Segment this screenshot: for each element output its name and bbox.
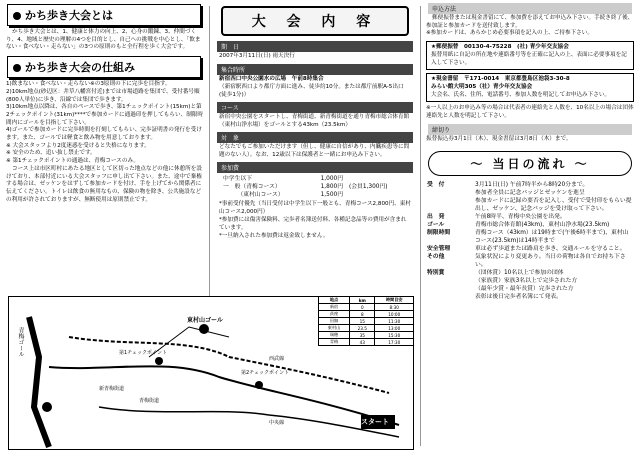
- fee-row: 中学生以下 1,000円: [223, 176, 343, 182]
- fee-note: *事前受付優先（当日受付は中学生以下一般とも、青梅コース2,800円、東村山コース2,000円）: [219, 201, 411, 215]
- table-cell: 23.5: [350, 325, 375, 332]
- rule-item: 1)飲まない・食べない・走らない※の3原則の下に完歩を目指す。: [6, 81, 171, 88]
- table-row: [319, 325, 414, 332]
- fee-row: （東村山コース） 1,500円: [223, 192, 343, 198]
- flow-item-text: 午前8時半、青梅中央公園を出発。: [475, 214, 566, 221]
- flow-item: [427, 285, 633, 293]
- table-cell: 15: [350, 318, 375, 325]
- map-label-ome-kaido: 青梅街道: [139, 398, 160, 404]
- section-heading-rules: かち歩き大会の仕組み: [7, 56, 201, 78]
- flow-item-label: ゴール: [427, 222, 445, 229]
- fee-table: [223, 175, 407, 199]
- flow-item-label: 特別賞: [427, 270, 445, 277]
- note-item: ※ 第1チェックポイントの通過は、青梅コースのみ。: [6, 158, 139, 165]
- table-cell: 瑞穂: [319, 332, 350, 339]
- deadline-label: 締切り: [428, 124, 632, 135]
- table-row: [319, 332, 414, 339]
- meeting-place: 新宿西口中央公園水の広場 午前8時集合: [219, 75, 324, 82]
- flow-item: [427, 213, 633, 221]
- table-cell: 新宿: [319, 304, 350, 311]
- access-info: （新宿駅西口より都庁方面に進み、徒歩約10分。または都庁前駅A-5出口(徒歩1分)）: [219, 84, 404, 98]
- fee-note: *参加費には傷害保険料、完歩者名簿送付料、各種記念品等の費用が含まれています。: [219, 217, 407, 231]
- table-cell: 0: [350, 304, 375, 311]
- postal-transfer-detail: 振替用紙に自記の所在地や連絡番号等を正確に記入の上、表面に必要事項を記入して下さい。: [431, 51, 627, 66]
- table-cell: 15:30: [375, 332, 414, 339]
- bullet-icon: [13, 64, 21, 72]
- table-header-cell: 地点: [319, 297, 350, 304]
- table-cell: 17:30: [375, 339, 414, 346]
- table-cell: 8: [350, 311, 375, 318]
- flow-item-label: 安全管理: [427, 246, 451, 253]
- table-cell: 田無: [319, 318, 350, 325]
- apply-note: ※参加カードは、あらかじめ必要事項を記入の上、ご持参下さい。: [426, 30, 593, 37]
- bullet-icon: [13, 12, 21, 20]
- flow-item-label: [427, 293, 475, 301]
- map-label-shin-ome-kaido: 新青梅街道: [99, 386, 125, 392]
- apply-text: 郵便振替または現金書留にて、参加費を添えてお申込み下さい。手続き終了後、参加証と参加カードを送付致します。: [426, 15, 634, 29]
- flow-item-text: 青梅コース（43km）は19時まで(午後6時半まで)、東村山コース(23.5km)は14時半まで: [475, 230, 629, 245]
- table-row: [319, 311, 414, 318]
- cash-registered-box: [426, 73, 634, 102]
- day-flow-list: [424, 181, 636, 301]
- event-date: 2007年3月11日(日) 雨天決行: [219, 53, 295, 59]
- flow-item: [427, 189, 633, 197]
- flow-item-text: （団体賞）10名以上で参加の団体: [475, 270, 564, 277]
- table-cell: 荻窪: [319, 311, 350, 318]
- flow-item-text: （最年少賞・最年長賞）完歩された方: [475, 286, 574, 293]
- course-text: 新宿中央公園をスタートし、青梅街道、新青梅街道を通り青梅市総合体育館（東村山浄水場）をゴールとする43km（23.5km）: [219, 114, 410, 128]
- rule-item: 2)10km地点(砂辺区：井草八幡宮付近)までは市場道路を集団で、受付番号順(800人単位)に歩き、沿線では集団で歩きます。: [6, 88, 200, 103]
- place-label: 集合時所: [217, 64, 413, 75]
- flow-item: [427, 221, 633, 229]
- flow-item-text: 気象状況により変更あり。当日の荷物は各自でお持ち下さい。: [475, 254, 626, 269]
- table-cell: 11:30: [375, 318, 414, 325]
- intro-text: かち歩き大会とは、1、健康と体力の向上、2、心身の鍛錬、3、仲間づくり、4、地域と歴史の理解の4つを目的とし、自己への挑戦を中心とし、「飲まない・食べない・走らない」の3つの原則のもと全行程を歩く大会です。: [6, 29, 201, 51]
- column-application: [424, 0, 636, 452]
- postal-transfer-box: [426, 41, 634, 70]
- map-label-chuo-line: 中央線: [269, 420, 285, 426]
- map-label-start: スタート: [361, 418, 389, 426]
- section-heading-about: かち歩き大会とは: [7, 4, 201, 26]
- table-row: [319, 304, 414, 311]
- table-header-cell: km: [350, 297, 375, 304]
- table-cell: 10:00: [375, 311, 414, 318]
- table-row: [319, 339, 414, 346]
- map-label-checkpoint-1: 第1チェックポイント: [119, 350, 168, 356]
- note-item: ※ 安全のため、追い抜し禁止です。: [6, 150, 96, 157]
- flow-item: [427, 197, 633, 213]
- flow-item: [427, 253, 633, 269]
- flow-item-label: [427, 189, 475, 197]
- table-header-cell: 時間目安: [375, 297, 414, 304]
- flow-item-label: 制限時間: [427, 230, 451, 237]
- map-label-checkpoint-2: 第2チェックポイント: [241, 370, 290, 376]
- rule-item: 4)ゴールで参加カードに完歩時間を打刻してもらい、完歩証明書の発行を受けます。また、ゴールでは軽食と飲み物を用意しております。: [6, 127, 202, 142]
- target-label: 対 象: [217, 132, 413, 143]
- flow-item-label: [427, 285, 475, 293]
- table-row: [319, 318, 414, 325]
- date-label: 期 日: [217, 41, 413, 52]
- flow-item-label: 受 付: [427, 182, 445, 189]
- note-item: ※ 大会スタッフより2度迷惑を受けると失格になります。: [6, 142, 150, 149]
- flow-item-text: 車は必ず歩道または路肩を歩き、交通ルールを守ること。: [475, 246, 626, 253]
- group-apply-note: ※一人以上のお申込み等の場合は代表者の連絡先と人数を、10名以上の場合は団体連絡先と人数を明記して下さい。: [426, 105, 634, 120]
- column-divider: [420, 6, 421, 446]
- cash-registered-note: 大会名、氏名、住所、電話番号、参加人数を明記してお申込み下さい。: [431, 91, 611, 98]
- flow-item: [427, 269, 633, 277]
- postal-transfer-label: ★郵便振替 00130-4-75228 (社) 青少年交友協会: [431, 44, 569, 51]
- flow-item-label: [427, 197, 475, 213]
- table-cell: 43: [350, 339, 375, 346]
- table-cell: 東村山: [319, 325, 350, 332]
- map-label-seibu-line: 西武線: [269, 356, 285, 362]
- flow-item-label: [427, 277, 475, 285]
- flow-item: [427, 229, 633, 245]
- table-cell: 8:30: [375, 304, 414, 311]
- course-label: コース: [217, 102, 413, 113]
- fee-row: 一 般（青梅コース） 1,800円 (会員1,300円): [223, 184, 388, 190]
- flow-item-text: （家族賞）家族3名以上で完歩された方: [475, 278, 578, 285]
- route-timetable: [318, 296, 414, 346]
- table-cell: 35: [350, 332, 375, 339]
- flow-item-text: 表彰は後日完歩者名簿にて発表。: [475, 294, 562, 301]
- rule-item: 3)10km地点以降は、各自のペースで歩き、第1チェックポイント(15km)と第2チェックポイント(31km)****で参加カードに通過印を押してもらい、制限時間内にゴールを目指して下さい。: [6, 104, 203, 126]
- flow-item-label: 出 発: [427, 214, 445, 221]
- flow-item-text: 参加者全員に記念バッジとゼッケンを進呈: [475, 190, 585, 197]
- cash-registered-detail: みらい館大明305（社）青少年交友協会: [431, 83, 533, 90]
- fee-label: 参加費: [217, 162, 413, 173]
- closing-text: コース上は市区町村にあたる地区として区切った地点などの他に休憩所を設けており、本部付近にいる大会スタッフに申し出て下さい。また、途中で棄権する場合は、ゼッケンをはずして参加カードを付け、手を上げてから関係者に伝えてください。トイレは飲食の無用なもの、保険の物を除き、公共施設などの利用が許されておりますが、無断使用は原則禁止です。: [6, 165, 202, 203]
- flow-item: [427, 245, 633, 253]
- day-flow-banner: ～ 当日の流れ ～: [428, 151, 632, 176]
- apply-label: 申込方法: [428, 3, 632, 14]
- flow-item: [427, 181, 633, 189]
- flow-item-label: その他: [427, 254, 445, 261]
- table-cell: 13:00: [375, 325, 414, 332]
- fee-note: *一旦納入された参加費は返金致しません。: [219, 233, 329, 239]
- flow-item: [427, 277, 633, 285]
- map-label-ome-goal: 青梅ゴール: [17, 327, 24, 357]
- flow-item: [427, 293, 633, 301]
- flow-item-text: 3月11日(日) 午前7時半から8時20分まで。: [475, 182, 589, 189]
- table-cell: 青梅: [319, 339, 350, 346]
- map-label-higashimurayama-goal: 東村山ゴール: [187, 317, 223, 324]
- deadline-text: 振替振込券3月1日（木）、現金書留は3月8日（木）まで。: [426, 135, 572, 142]
- cash-registered-label: ★現金書留 〒171-0014 東京都豊島区池袋3-30-8: [431, 76, 570, 83]
- event-details-banner: 大 会 内 容: [221, 6, 409, 36]
- target-text: どなたでもご参加いただけます（但し、健康に自信があり、内臓疾患等に問題のない人）。なお、12歳以下は保護者と一緒にお申込み下さい。: [219, 144, 410, 158]
- table-header-row: [319, 297, 414, 304]
- flow-item-text: 青梅市総合体育館(43km)、東村山浄水場(23.5km): [475, 222, 610, 229]
- flow-item-text: 参加カードに記録の要否を記入し、受付で受付印をもらい提出し、ゼッケン、記念バッジを受け取って下さい。: [475, 198, 632, 213]
